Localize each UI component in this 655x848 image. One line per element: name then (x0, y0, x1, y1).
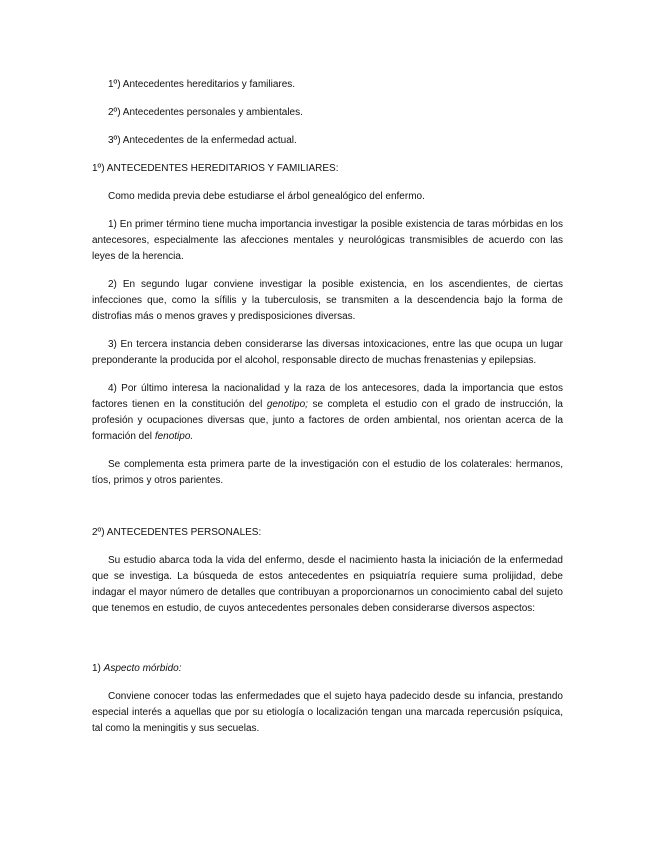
subsection-number: 1) (92, 663, 104, 674)
paragraph-5: Se complementa esta primera parte de la investigación con el estudio de los colaterales: hermanos, tíos, primos y otros parientes. (92, 459, 563, 486)
list-item-3: 3º) Antecedentes de la enfermedad actual. (108, 135, 297, 146)
section-heading-personales: 2º) ANTECEDENTES PERSONALES: (92, 527, 262, 538)
paragraph-intro: Como medida previa debe estudiarse el árbol genealógico del enfermo. (108, 191, 425, 202)
paragraph-personales: Su estudio abarca toda la vida del enfermo, desde el nacimiento hasta la iniciación de la enfermedad que se investiga. La búsqueda de estos antecedentes en psiquiatría requiere suma prolijidad, debe indagar el mayor número de detalles que contribuyan a proporcionarnos un conocimiento cabal del sujeto que tenemos en estudio, de cuyos antecedentes personales deben considerarse diversos aspectos: (92, 555, 563, 614)
list-item-2: 2º) Antecedentes personales y ambientales. (108, 107, 303, 118)
paragraph-aspecto-morbido: Conviene conocer todas las enfermedades que el sujeto haya padecido desde su infancia, prestando especial interés a aquellas que por su etiología o localización tengan una marcada repercusión psíquica, tal como la meningitis y sus secuelas. (92, 691, 563, 734)
paragraph-3: 3) En tercera instancia deben considerarse las diversas intoxicaciones, entre las que ocupa un lugar preponderante la producida por el alcohol, responsable directo de muchas frenastenias y epilepsias. (92, 339, 563, 366)
genotipo-term: genotipo; (266, 399, 308, 410)
list-item-1: 1º) Antecedentes hereditarios y familiares. (108, 79, 296, 90)
fenotipo-term: fenotipo. (154, 431, 194, 442)
paragraph-4-text-a: 4) Por último interesa la nacionalidad y la raza de los antecesores, dada la importancia que estos factores tienen en la constitución del (92, 383, 563, 410)
paragraph-4-text-b: se completa el estudio con el grado de instrucción, la profesión y ocupaciones diversas que, junto a factores de orden ambiental, nos orientan acerca de la formación del (92, 399, 563, 442)
subsection-heading-aspecto-morbido (92, 661, 563, 677)
section-heading-hereditarios: 1º) ANTECEDENTES HEREDITARIOS Y FAMILIARES: (92, 163, 339, 174)
subsection-title: Aspecto mórbido: (103, 663, 182, 674)
document-body (92, 77, 563, 749)
paragraph-1: 1) En primer término tiene mucha importancia investigar la posible existencia de taras mórbidas en los antecesores, especialmente las afecciones mentales y neurológicas transmisibles de acuerdo con las leyes de la herencia. (92, 219, 563, 262)
paragraph-4 (92, 381, 563, 445)
paragraph-2: 2) En segundo lugar conviene investigar la posible existencia, en los ascendientes, de ciertas infecciones que, como la sífilis y la tuberculosis, se transmiten a la descendencia bajo la forma de distrofias más o menos graves y predisposiciones diversas. (92, 279, 563, 322)
